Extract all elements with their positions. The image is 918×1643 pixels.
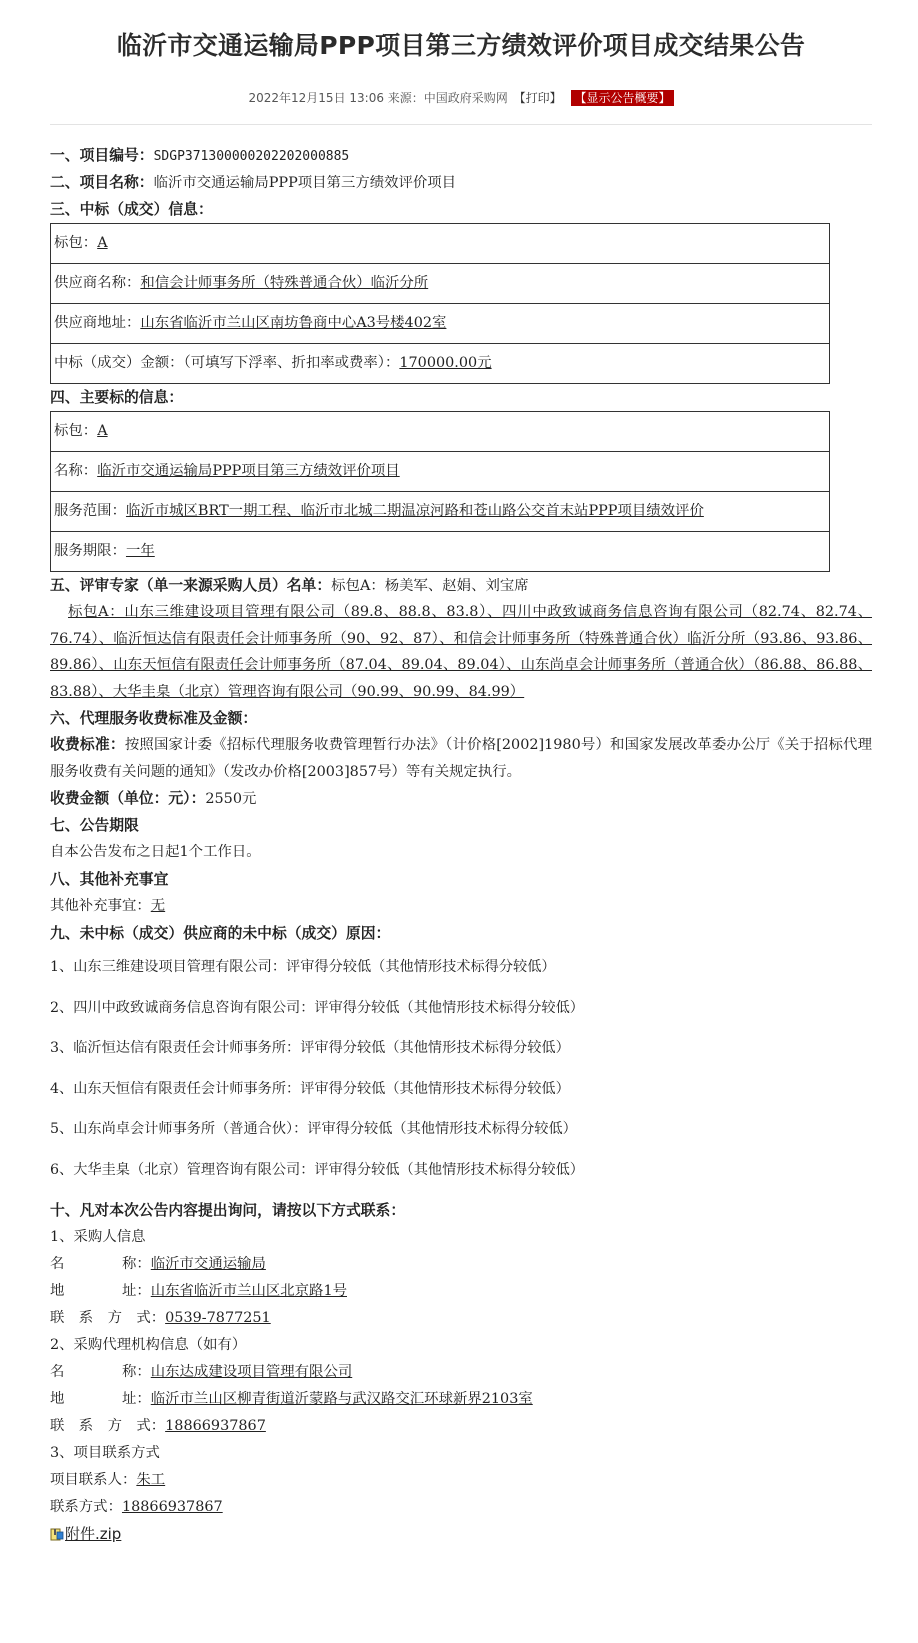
purchaser-tel: 0539-7877251 (165, 1309, 271, 1326)
address-label: 地 址： (50, 1282, 151, 1299)
meta-line (50, 89, 872, 106)
service-period: 一年 (125, 543, 155, 559)
row-label: 中标（成交）金额：（可填写下浮率、折扣率或费率）： (54, 355, 400, 371)
project-tel-line (50, 1494, 872, 1521)
section-5-heading: 五、评审专家（单一来源采购人员）名单： (50, 577, 332, 594)
agency-name: 山东达成建设项目管理有限公司 (150, 1363, 353, 1380)
subject-name: 临沂市交通运输局PPP项目第三方绩效评价项目 (97, 463, 400, 479)
project-number-line (50, 142, 872, 169)
list-item: 5、山东尚卓会计师事务所（普通合伙）：评审得分较低（其他情形技术标得分较低） (50, 1121, 577, 1138)
article-body (50, 142, 872, 1548)
purchaser-name: 临沂市交通运输局 (150, 1255, 266, 1272)
attachment[interactable] (50, 1521, 872, 1548)
row-label: 标包： (54, 235, 98, 251)
supplement-label: 其他补充事宜： (50, 898, 151, 914)
list-item: 2、四川中政致诚商务信息咨询有限公司：评审得分较低（其他情形技术标得分较低） (50, 999, 584, 1016)
show-summary-button[interactable]: 【显示公告概要】 (571, 90, 673, 106)
tel-label: 联 系 方 式： (50, 1309, 166, 1326)
purchaser-address: 山东省临沂市兰山区北京路1号 (150, 1282, 347, 1299)
notice-period: 自本公告发布之日起1个工作日。 (50, 844, 261, 860)
supplement-line (50, 893, 872, 920)
project-tel: 18866937867 (121, 1498, 223, 1515)
divider (50, 124, 872, 125)
row-label: 供应商名称： (54, 275, 141, 291)
name-label: 名 称： (50, 1363, 151, 1380)
agency-tel-line (50, 1413, 872, 1440)
row-label: 服务期限： (54, 543, 126, 559)
fee-standard-text: 按照国家计委《招标代理服务收费管理暂行办法》（计价格[2002]1980号）和国家发展改革委办公厅《关于招标代理服务收费有关问题的通知》（发改办价格[2003]857号）等有关规定执行。 (50, 737, 872, 780)
failed-supplier-list (50, 947, 872, 1191)
row-label: 名称： (54, 463, 98, 479)
zip-file-icon (50, 1528, 64, 1541)
project-name-line (50, 169, 872, 196)
project-contact-title: 3、项目联系方式 (50, 1444, 160, 1461)
purchaser-tel-line (50, 1305, 872, 1332)
agency-address: 临沂市兰山区柳青街道沂蒙路与武汉路交汇环球新界2103室 (150, 1390, 533, 1407)
section-2-label: 二、项目名称： (50, 174, 154, 191)
tel-label: 联系方式： (50, 1498, 122, 1515)
section-6-heading: 六、代理服务收费标准及金额： (50, 710, 258, 727)
experts-line (50, 572, 872, 599)
section-10-heading: 十、凡对本次公告内容提出询问，请按以下方式联系： (50, 1201, 406, 1219)
row-label: 标包： (54, 423, 98, 439)
list-item: 1、山东三维建设项目管理有限公司：评审得分较低（其他情形技术标得分较低） (50, 959, 556, 975)
score-paragraph (50, 599, 872, 705)
name-label: 名 称： (50, 1255, 151, 1272)
lot-value: A (97, 235, 108, 251)
project-number: SDGP371300000202202000885 (153, 149, 350, 164)
row-label: 服务范围： (54, 503, 126, 519)
purchaser-name-line (50, 1251, 872, 1278)
fee-standard-label: 收费标准： (50, 736, 125, 753)
agency-title: 2、采购代理机构信息（如有） (50, 1336, 247, 1353)
tel-label: 联 系 方 式： (50, 1417, 166, 1434)
table-row (51, 492, 830, 532)
supplier-address: 山东省临沂市兰山区南坊鲁商中心A3号楼402室 (140, 315, 447, 331)
agency-tel: 18866937867 (165, 1417, 266, 1434)
table-row (51, 532, 830, 572)
attachment-link[interactable]: 附件.zip (65, 1524, 122, 1543)
fee-amount-label: 收费金额（单位：元）： (50, 790, 206, 807)
table-row (51, 304, 830, 344)
supplier-scores: 标包A：山东三维建设项目管理有限公司（89.8、88.8、83.8）、四川中政致诚商务信息咨询有限公司（82.74、82.74、76.74）、临沂恒达信有限责任会计师事务所（90、92、87）、和信会计师事务所（特殊普通合伙）临沂分所（93.86、93.86、89.86）、山东天恒信有限责任会计师事务所（87.04、89.04、89.04）、山东尚卓会计师事务所（普通合伙）（86.88、86.88、83.88）、大华圭臬（北京）管理咨询有限公司（90.99、90.99、84.99） (50, 604, 872, 700)
section-1-label: 一、项目编号： (50, 147, 154, 164)
project-name: 临沂市交通运输局PPP项目第三方绩效评价项目 (153, 175, 457, 191)
person-label: 项目联系人： (50, 1471, 137, 1488)
project-person-line (50, 1467, 872, 1494)
table-row (51, 412, 830, 452)
supplier-name: 和信会计师事务所（特殊普通合伙）临沂分所 (140, 275, 429, 291)
fee-standard (50, 732, 872, 785)
section-9-heading: 九、未中标（成交）供应商的未中标（成交）原因： (50, 925, 391, 942)
award-amount: 170000.00元 (399, 355, 492, 371)
purchaser-address-line (50, 1278, 872, 1305)
table-row (51, 452, 830, 492)
source: 来源：中国政府采购网 (387, 91, 508, 105)
section-4-heading: 四、主要标的信息： (50, 389, 184, 406)
list-item: 3、临沂恒达信有限责任会计师事务所：评审得分较低（其他情形技术标得分较低） (50, 1040, 570, 1057)
purchaser-title: 1、采购人信息 (50, 1228, 146, 1245)
publish-datetime: 2022年12月15日 13:06 (248, 91, 384, 105)
section-7-heading: 七、公告期限 (50, 817, 139, 834)
row-label: 供应商地址： (54, 315, 141, 331)
address-label: 地 址： (50, 1390, 151, 1407)
page-title: 临沂市交通运输局PPP项目第三方绩效评价项目成交结果公告 (116, 31, 806, 60)
list-item: 6、大华圭臬（北京）管理咨询有限公司：评审得分较低（其他情形技术标得分较低） (50, 1161, 584, 1178)
table-row (51, 224, 830, 264)
award-info-table (50, 223, 830, 384)
agency-name-line (50, 1359, 872, 1386)
fee-amount-line (50, 785, 872, 812)
fee-amount: 2550元 (205, 791, 257, 807)
section-3-heading: 三、中标（成交）信息： (50, 201, 213, 218)
list-item: 4、山东天恒信有限责任会计师事务所：评审得分较低（其他情形技术标得分较低） (50, 1080, 570, 1097)
print-link[interactable]: 【打印】 (513, 91, 562, 105)
table-row (51, 264, 830, 304)
supplement-value: 无 (150, 898, 166, 914)
table-row (51, 344, 830, 384)
service-scope: 临沂市城区BRT一期工程、临沂市北城二期温凉河路和苍山路公交首末站PPP项目绩效评价 (125, 503, 704, 519)
lot-value: A (97, 423, 108, 439)
subject-info-table (50, 411, 830, 572)
agency-address-line (50, 1386, 872, 1413)
expert-list: 标包A：杨美军、赵娟、刘宝席 (331, 578, 529, 594)
project-person: 朱工 (136, 1471, 166, 1488)
section-8-heading: 八、其他补充事宜 (50, 871, 169, 888)
